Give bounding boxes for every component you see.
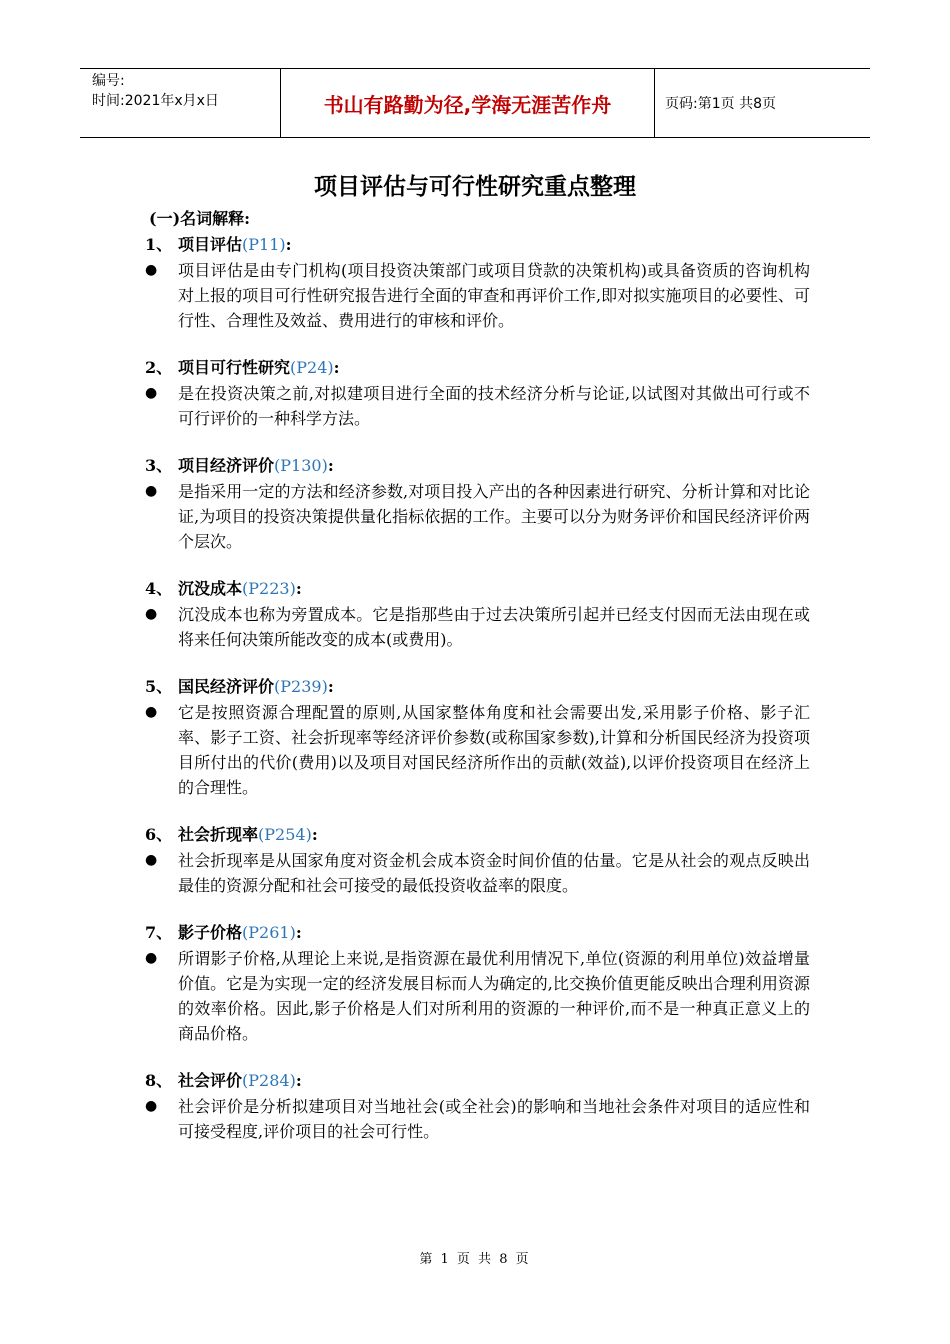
term-number: 7、 [145,923,173,942]
term-name: 项目经济评价 [178,456,275,475]
term-name: 项目可行性研究 [178,358,291,377]
term-definition-text: 是在投资决策之前,对拟建项目进行全面的技术经济分析与论证,以试图对其做出可行或不可行评价的一种科学方法。 [178,384,810,428]
term-name: 国民经济评价 [178,677,275,696]
term-definition [145,700,810,800]
term-number: 2、 [145,358,173,377]
term-item [145,576,810,652]
term-definition [145,479,810,554]
term-name: 沉没成本 [178,579,243,598]
term-definition [145,602,810,652]
term-name: 社会折现率 [178,825,259,844]
term-item [145,822,810,898]
bullet-icon: ● [145,385,158,401]
term-page-ref: (P284) [242,1071,296,1090]
term-colon: : [295,579,302,598]
term-number: 6、 [145,825,173,844]
page-header [80,68,870,138]
term-list [145,232,810,1144]
bullet-icon: ● [145,262,158,278]
bullet-icon: ● [145,606,158,622]
term-heading [145,453,810,479]
bullet-icon: ● [145,1098,158,1114]
term-name: 社会评价 [178,1071,243,1090]
term-definition [145,258,810,333]
term-page-ref: (P24) [290,358,334,377]
term-colon: : [295,923,302,942]
term-number: 5、 [145,677,173,696]
term-colon: : [285,235,292,254]
term-item [145,920,810,1046]
term-item [145,453,810,554]
term-page-ref: (P239) [274,677,328,696]
term-definition-text: 是指采用一定的方法和经济参数,对项目投入产出的各种因素进行研究、分析计算和对比论证,为项目的投资决策提供量化指标依据的工作。主要可以分为财务评价和国民经济评价两个层次。 [178,482,810,551]
term-definition-text: 沉没成本也称为旁置成本。它是指那些由于过去决策所引起并已经支付因而无法由现在或将来任何决策所能改变的成本(或费用)。 [178,605,810,649]
document-number-label: 编号: [92,73,125,89]
term-heading [145,822,810,848]
document-time-label: 时间:2021年x月x日 [92,93,219,109]
term-name: 影子价格 [178,923,243,942]
bullet-icon: ● [145,950,158,966]
term-page-ref: (P254) [258,825,312,844]
term-number: 4、 [145,579,173,598]
term-definition [145,848,810,898]
term-definition-text: 项目评估是由专门机构(项目投资决策部门或项目贷款的决策机构)或具备资质的咨询机构对上报的项目可行性研究报告进行全面的审查和再评价工作,即对拟实施项目的必要性、可行性、合理性及效益、费用进行的审核和评价。 [178,261,810,330]
term-heading [145,232,810,258]
term-colon: : [327,677,334,696]
term-definition-text: 所谓影子价格,从理论上来说,是指资源在最优利用情况下,单位(资源的利用单位)效益增量价值。它是为实现一定的经济发展目标而人为确定的,比交换价值更能反映出合理利用资源的效率价格。因此,影子价格是人们对所利用的资源的一种评价,而不是一种真正意义上的商品价格。 [178,949,810,1043]
term-name: 项目评估 [178,235,243,254]
term-item [145,232,810,333]
term-definition [145,381,810,431]
page-footer: 第 1 页 共 8 页 [419,1252,531,1267]
bullet-icon: ● [145,852,158,868]
term-heading [145,920,810,946]
term-definition-text: 它是按照资源合理配置的原则,从国家整体角度和社会需要出发,采用影子价格、影子汇率、影子工资、社会折现率等经济评价参数(或称国家参数),计算和分析国民经济为投资项目所付出的代价(费用)以及项目对国民经济所作出的贡献(效益),以评价投资项目在经济上的合理性。 [178,703,810,797]
term-definition-text: 社会折现率是从国家角度对资金机会成本资金时间价值的估量。它是从社会的观点反映出最佳的资源分配和社会可接受的最低投资收益率的限度。 [178,851,810,895]
header-motto: 书山有路勤为径,学海无涯苦作舟 [280,69,655,137]
header-meta [80,69,280,137]
term-number: 3、 [145,456,173,475]
term-page-ref: (P11) [242,235,286,254]
term-colon: : [295,1071,302,1090]
term-number: 8、 [145,1071,173,1090]
term-heading [145,674,810,700]
term-item [145,1068,810,1144]
term-page-ref: (P130) [274,456,328,475]
term-heading [145,355,810,381]
document-body [145,206,810,1166]
header-page-code: 页码:第1页 共8页 [665,96,776,112]
term-page-ref: (P261) [242,923,296,942]
term-heading [145,1068,810,1094]
term-colon: : [327,456,334,475]
bullet-icon: ● [145,483,158,499]
term-item [145,674,810,800]
term-definition [145,946,810,1046]
term-page-ref: (P223) [242,579,296,598]
term-colon: : [333,358,340,377]
term-number: 1、 [145,235,173,254]
term-definition [145,1094,810,1144]
term-colon: : [311,825,318,844]
term-item [145,355,810,431]
bullet-icon: ● [145,704,158,720]
term-heading [145,576,810,602]
section-title: (一)名词解释: [149,209,251,228]
term-definition-text: 社会评价是分析拟建项目对当地社会(或全社会)的影响和当地社会条件对项目的适应性和可接受程度,评价项目的社会可行性。 [178,1097,810,1141]
document-title: 项目评估与可行性研究重点整理 [314,173,636,200]
